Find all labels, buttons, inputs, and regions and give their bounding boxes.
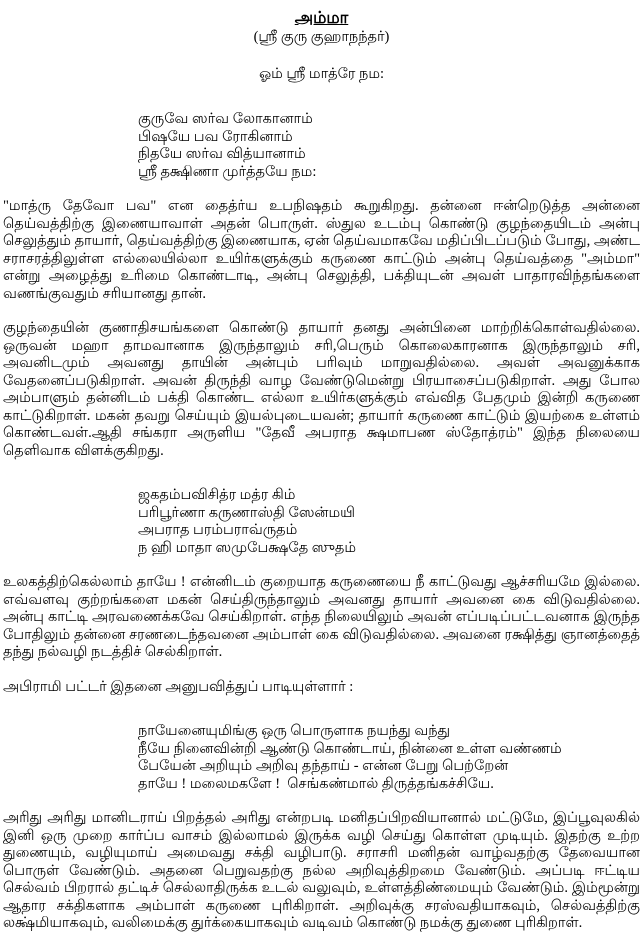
author-line: (ஸ்ரீ குரு குஹாநந்தர்) xyxy=(253,29,390,45)
paragraph-rare-birth: அரிது அரிது மானிடராய் பிறத்தல் அரிது என்றபடி மனிதப்பிறவியானால் மட்டுமே, இப்பூவுலகில் இனி ஒரு முறை கார்ப்ப வாசம் இல்லாமல் இருக்க வழி செய்து கொள்ள முடியும். இதற்கு உற்ற துணையும், வழியுமாய் அமைவது சக்தி வழிபாடு. சராசரி மனிதன் வாழ்வதற்கு தேவையான பொருள் வேண்டும். அதனை பெறுவதற்கு நல்ல அறிவுத்திறமை வேண்டும். அப்படி ஈட்டிய செல்வம் பிறரால் தட்டிச் செல்லாதிருக்க உடல் வலுவும், உள்ளத்திண்மையும் வேண்டும். இம்மூன்று ஆதார சக்திகளாக அம்பாள் கருணை புரிகிறாள். அறிவுக்கு சரஸ்வதியாகவும், செல்வத்திற்கு லக்ஷ்மியாகவும், வலிமைக்கு துர்க்கையாகவும் வடிவம் கொண்டு நமக்கு துணை புரிகிறாள். xyxy=(3,810,640,931)
guru-sloka-line: குருவே ஸர்வ லோகானாம் xyxy=(138,111,313,127)
paragraph-matru-devo: "மாத்ரு தேவோ பவ" என தைத்ர்ய உபநிஷதம் கூறுகிறது. தன்னை ஈன்றெடுத்த அன்னை தெய்வத்திற்கு இணையாவாள் அதன் பொருள். ஸ்துல உடம்பு கொண்டு குழந்தையிடம் அன்பு செலுத்தும் தாயார், தெய்வத்திற்கு இணையாக, ஏன் தெய்வமாகவே மதிப்பிடப்படும் போது, அண்ட சராசரத்திலுள்ள எல்லையில்லா உயிர்களுக்கும் கருணை காட்டும் அன்பு தெய்வத்தை "அம்மா" என்று அழைத்து உரிமை கொண்டாடி, அன்பு செலுத்தி, பக்தியுடன் அவள் பாதாரவிந்தங்களை வணங்குவதும் சரியானது தான். xyxy=(3,198,640,302)
guru-sloka xyxy=(138,111,640,181)
kshamapana-sloka-line: பரிபூர்ணா கருணாஸ்தி ஸேன்மயி xyxy=(138,504,356,521)
abirami-verse-line: பேயேன் அறியும் அறிவு தந்தாய் - என்ன பேறு பெற்றேன் xyxy=(138,758,509,774)
paragraph-world-mother: உலகத்திற்கெல்லாம் தாயே ! என்னிடம் குறையாத கருணையை நீ காட்டுவது ஆச்சரியமே இல்லை. எவ்வளவு குற்றங்களை மகன் செய்திருந்தாலும் அவனது தாயார் அவனை கை விடுவதில்லை. அன்பு காட்டி அரவணைக்கவே செய்கிறாள். எந்த நிலையிலும் அவன் எப்படிப்பட்டவனாக இருந்த போதிலும் தன்னை சரணடைந்தவனை அம்பாள் கை விடுவதில்லை. அவனை ரக்ஷித்து ஞானத்தைத் தந்து நல்வழி நடத்திச் செல்கிறாள். xyxy=(3,574,640,660)
abirami-verse-line: நீயே நினைவின்றி ஆண்டு கொண்டாய், நின்னை உள்ள வண்ணம் xyxy=(138,740,562,757)
abirami-verse-line: தாயே ! மலைமகளே ! செங்கண்மால் திருத்தங்கச்சியே. xyxy=(138,775,494,792)
kshamapana-sloka-line: அபராத பரம்பராவ்ருதம் xyxy=(138,522,298,538)
guru-sloka-line: ஸ்ரீ தக்ஷிணா முர்த்தயே நம: xyxy=(138,163,317,180)
page-title: அம்மா xyxy=(294,8,349,27)
guru-sloka-line: பிஷயே பவ ரோகினாம் xyxy=(138,128,293,145)
paragraph-abirami-intro: அபிராமி பட்டர் இதனை அனுபவித்துப் பாடியுள்ளார் : xyxy=(3,678,354,695)
kshamapana-sloka-line: ஜகதம்பவிசித்ர மத்ர கிம் xyxy=(138,487,296,503)
kshamapana-sloka xyxy=(138,487,640,557)
abirami-verse-line: நாயேனையுமிங்கு ஒரு பொருளாக நயந்து வந்து xyxy=(138,723,451,739)
paragraph-mother-love: குழந்தையின் குணாதிசயங்களை கொண்டு தாயார் தனது அன்பினை மாற்றிக்கொள்வதில்லை. ஒருவன் மஹா தாமவானாக இருந்தாலும் சரி,பெரும் கொலைகாரனாக இருந்தாலும் சரி, அவனிடமும் அவனது தாயின் அன்பும் பரிவும் மாறுவதில்லை. அவள் அவனுக்காக வேதனைப்படுகிறாள். அவன் திருந்தி வாழ வேண்டுமென்று பிரயாசைப்படுகிறாள். அது போல அம்பாளும் தன்னிடம் பக்தி கொண்ட எல்லா உயிர்களுக்கும் எவ்வித பேதமும் இன்றி கருணை காட்டுகிறாள். மகன் தவறு செய்யும் இயல்புடையவன்; தாயார் கருணை காட்டும் இயற்கை உள்ளம் கொண்டவள்.ஆதி சங்கரா அருளிய "தேவீ அபராத க்ஷமாபண ஸ்தோத்ரம்" இந்த நிலையை தெளிவாக விளக்குகிறது. xyxy=(3,320,640,459)
invocation-line: ஓம் ஸ்ரீ மாத்ரே நம: xyxy=(258,66,385,82)
guru-sloka-line: நிதயே ஸர்வ வித்யானாம் xyxy=(138,146,306,162)
abirami-verse xyxy=(138,723,640,793)
kshamapana-sloka-line: ந ஹி மாதா ஸமுபேக்ஷதே ஸுதம் xyxy=(138,539,356,556)
